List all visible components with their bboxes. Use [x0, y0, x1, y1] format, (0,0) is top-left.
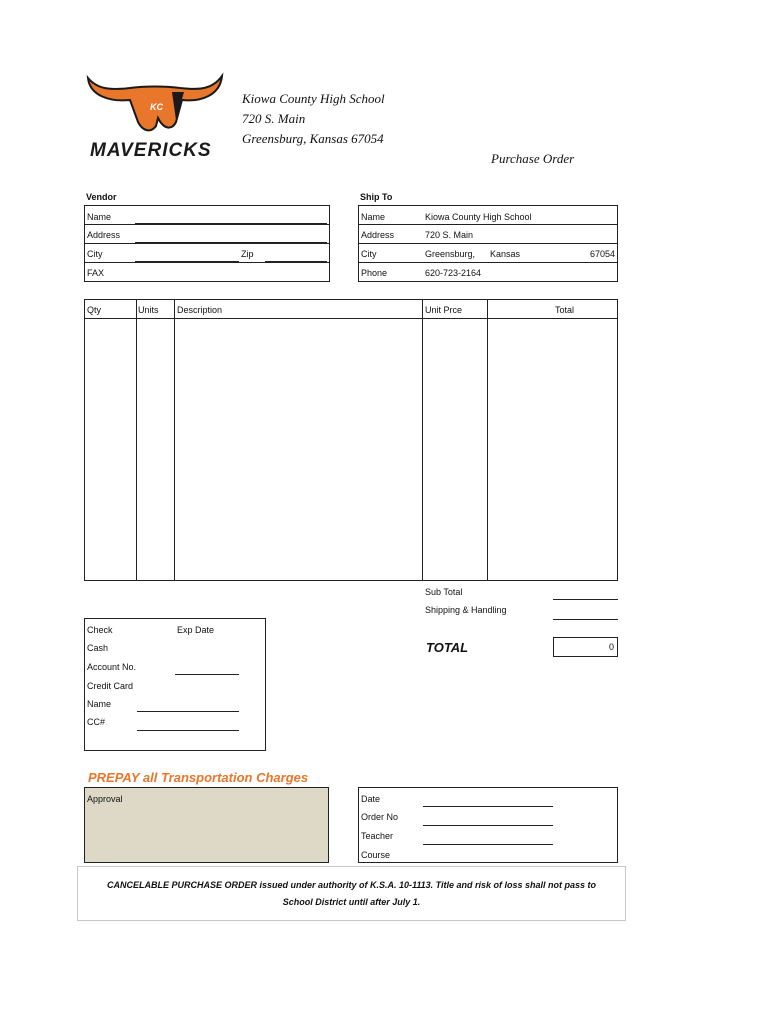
units-column[interactable]	[137, 319, 174, 581]
footer-notice	[77, 866, 626, 921]
svg-text:KC: KC	[150, 102, 163, 112]
cc-number-field[interactable]	[137, 730, 239, 731]
teacher-field[interactable]	[423, 844, 553, 845]
credit-card-label: Credit Card	[87, 681, 134, 691]
order-no-label: Order No	[361, 812, 399, 822]
vendor-heading: Vendor	[86, 192, 117, 202]
ship-to-phone-value: 620-723-2164	[425, 268, 482, 278]
exp-date-label: Exp Date	[177, 625, 215, 635]
footer-line-1: CANCELABLE PURCHASE ORDER issued under authority of K.S.A. 10-1113. Title and risk of loss shall not pass to	[106, 880, 597, 890]
total-column[interactable]	[488, 319, 616, 581]
order-info-box	[358, 787, 618, 863]
items-table	[84, 299, 618, 581]
card-name-label: Name	[87, 699, 112, 709]
vendor-address-label: Address	[87, 230, 121, 240]
ship-to-state-value: Kansas	[490, 249, 521, 259]
ship-to-phone-label: Phone	[361, 268, 388, 278]
ship-to-city-label: City	[361, 249, 377, 259]
sub-total-field[interactable]	[553, 599, 618, 600]
vendor-box	[84, 205, 330, 282]
description-column[interactable]	[175, 319, 422, 581]
date-label: Date	[361, 794, 381, 804]
ship-to-box	[358, 205, 618, 282]
course-label: Course	[361, 850, 391, 860]
account-no-field[interactable]	[175, 674, 239, 675]
total-value: 0	[608, 642, 614, 652]
total-label: TOTAL	[426, 640, 469, 655]
total-value-box[interactable]	[553, 637, 618, 657]
vendor-city-label: City	[87, 249, 103, 259]
vendor-zip-label: Zip	[241, 249, 254, 259]
vendor-name-label: Name	[87, 212, 112, 222]
ship-to-address-value: 720 S. Main	[425, 230, 474, 240]
mavericks-logo	[80, 68, 230, 164]
date-field[interactable]	[423, 806, 553, 807]
units-header: Units	[138, 305, 159, 315]
school-city-state-zip: Greensburg, Kansas 67054	[242, 131, 384, 146]
school-street: 720 S. Main	[242, 111, 306, 126]
card-name-field[interactable]	[137, 711, 239, 712]
unit-price-column[interactable]	[423, 319, 487, 581]
prepay-notice: PREPAY all Transportation Charges	[88, 770, 309, 785]
approval-label: Approval	[87, 794, 123, 804]
ship-to-name-label: Name	[361, 212, 386, 222]
qty-header: Qty	[87, 305, 102, 315]
shipping-label: Shipping & Handling	[425, 605, 507, 615]
total-header: Total	[555, 305, 575, 315]
sub-total-label: Sub Total	[425, 587, 463, 597]
check-label: Check	[87, 625, 113, 635]
account-no-label: Account No.	[87, 662, 137, 672]
school-name: Kiowa County High School	[242, 91, 385, 106]
ship-to-address-label: Address	[361, 230, 395, 240]
approval-box[interactable]	[84, 787, 329, 863]
payment-box	[84, 618, 266, 751]
vendor-fax-label: FAX	[87, 268, 105, 278]
footer-line-2: School District until after July 1.	[282, 897, 421, 907]
shipping-field[interactable]	[553, 619, 618, 620]
teacher-label: Teacher	[361, 831, 394, 841]
unit-price-header: Unit Prce	[425, 305, 463, 315]
ship-to-heading: Ship To	[360, 192, 393, 202]
ship-to-zip-value: 67054	[589, 249, 615, 259]
order-no-field[interactable]	[423, 825, 553, 826]
qty-column[interactable]	[85, 319, 136, 581]
cash-label: Cash	[87, 643, 109, 653]
ship-to-city-value: Greensburg,	[425, 249, 476, 259]
logo-wordmark: MAVERICKS	[90, 140, 212, 161]
document-title: Purchase Order	[491, 151, 575, 166]
description-header: Description	[177, 305, 223, 315]
cc-number-label: CC#	[87, 717, 106, 727]
ship-to-name-value: Kiowa County High School	[425, 212, 532, 222]
